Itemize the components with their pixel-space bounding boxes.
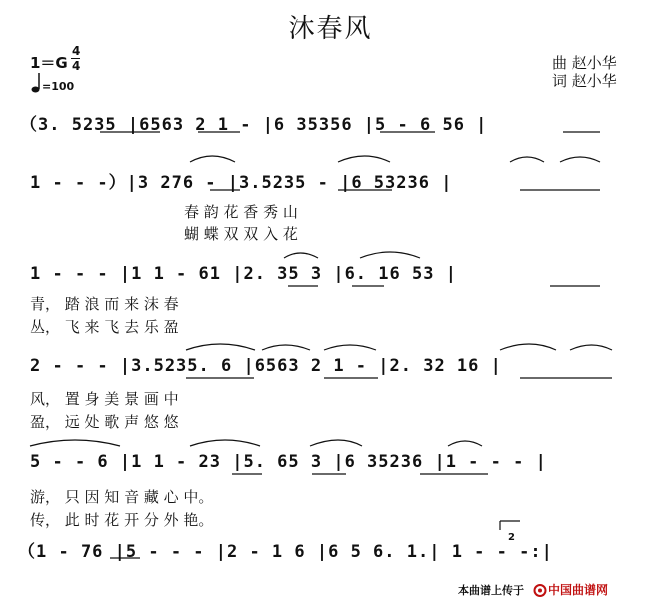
- lyric-line-5: 风， 置 身 美 景 画 中: [30, 390, 179, 408]
- lyric-line-8: 传， 此 时 花 开 分 外 艳。: [30, 511, 214, 529]
- lyric-line-2: 蝴 蝶 双 双 入 花: [184, 225, 298, 243]
- slur-mark: [324, 345, 376, 350]
- slur-mark: [560, 157, 600, 162]
- notation-line-5: 5 - - 6 |1 1 - 23 |5. 65 3 |6 35236 |1 - - - |: [30, 452, 547, 472]
- slur-mark: [570, 345, 612, 350]
- slur-mark: [30, 440, 120, 446]
- slur-mark: [190, 440, 260, 446]
- notation-line-6: （1 - 76 |5 - - - |2 - 1 6 |6 5 6. 1.| 1 - - -:|: [18, 542, 553, 562]
- time-signature-bottom: 4: [72, 59, 81, 73]
- lyric-line-3: 青， 踏 浪 而 来 沫 春: [30, 295, 179, 313]
- slur-mark: [190, 156, 235, 162]
- slur-mark: [360, 252, 420, 258]
- site-logo-icon: [533, 582, 547, 601]
- lyric-line-7: 游， 只 因 知 音 藏 心 中。: [30, 488, 214, 506]
- composer-credit: 曲 赵小华: [552, 54, 617, 72]
- notation-line-2: 1 - - -）|3 276 - |3.5235 - |6 53236 |: [30, 173, 453, 193]
- time-signature-top: 4: [72, 44, 81, 58]
- notation-line-3: 1 - - - |1 1 - 61 |2. 35 3 |6. 16 53 |: [30, 264, 457, 284]
- slur-mark: [500, 344, 556, 350]
- notation-line-4: 2 - - - |3.5235. 6 |6563 2 1 - |2. 32 16 |: [30, 356, 502, 376]
- page-title: 沐春风: [288, 14, 373, 44]
- slur-mark: [186, 344, 255, 350]
- tempo-marking: =100: [42, 80, 75, 93]
- slur-mark: [284, 253, 318, 258]
- footer-upload-text: 本曲谱上传于: [458, 584, 524, 597]
- lyricist-credit: 词 赵小华: [552, 72, 617, 90]
- slur-mark: [338, 156, 390, 162]
- lyric-line-6: 盈， 远 处 歌 声 悠 悠: [30, 413, 179, 431]
- slur-mark: [310, 440, 362, 446]
- lyric-line-1: 春 韵 花 香 秀 山: [184, 203, 298, 221]
- notation-line-1: （3. 5235 |6563 2 1 - |6 35356 |5 - 6 56 |: [20, 115, 488, 135]
- key-signature: 1＝G: [30, 54, 68, 72]
- slur-mark: [448, 441, 482, 446]
- footer-site-name[interactable]: 中国曲谱网: [548, 583, 609, 597]
- lyric-line-4: 丛， 飞 来 飞 去 乐 盈: [30, 318, 179, 336]
- slur-mark: [262, 345, 310, 350]
- volta-mark: 2: [508, 532, 515, 543]
- slur-mark: [510, 157, 544, 162]
